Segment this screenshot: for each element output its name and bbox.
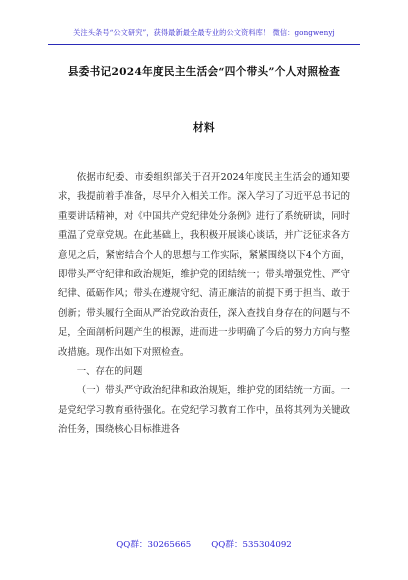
- footer-contact: [0, 538, 408, 550]
- intro-paragraph: 依据市纪委、市委组织部关于召开2024年度民主生活会的通知要求，我提前着手准备，尽早介入相关工作。深入学习了习近平总书记的重要讲话精神，对《中国共产党纪律处分条例》进行了系统研读，同时重温了党章党规。在此基础上，我积极开展谈心谈话，并广泛征求各方意见之后，紧密结合个人的思想与工作实际，紧紧围绕以下4个方面，即带头严守纪律和政治规矩，维护党的团结统一；带头增强党性、严守纪律、砥砺作风；带头在遵规守纪、清正廉洁的前提下勇于担当、敢于创新；带头履行全面从严治党政治责任，深入查找自身存在的问题与不足，全面剖析问题产生的根源，进而进一步明确了今后的努力方向与整改措施。现作出如下对照检查。: [58, 172, 350, 358]
- document-title: 县委书记2024年度民主生活会“四个带头”个人对照检查: [67, 66, 341, 78]
- document-body: [58, 168, 350, 440]
- header-banner: 关注头条号“公文研究”，获得最新最全最专业的公文资料库！ 微信：gongwenyj: [73, 28, 335, 37]
- footer-qq-group-1: QQ群：30265665: [116, 540, 192, 550]
- subsection-paragraph: （一）带头严守政治纪律和政治规矩，维护党的团结统一方面。一是党纪学习教育亟待强化。在党纪学习教育工作中，虽将其列为关键政治任务，围绕核心目标推进各: [58, 385, 350, 436]
- footer-qq-group-2: QQ群：535304092: [211, 540, 292, 550]
- document-title-continuation: 材料: [192, 122, 216, 134]
- section-heading: 一、存在的问题: [76, 366, 143, 378]
- header-divider: [48, 44, 360, 45]
